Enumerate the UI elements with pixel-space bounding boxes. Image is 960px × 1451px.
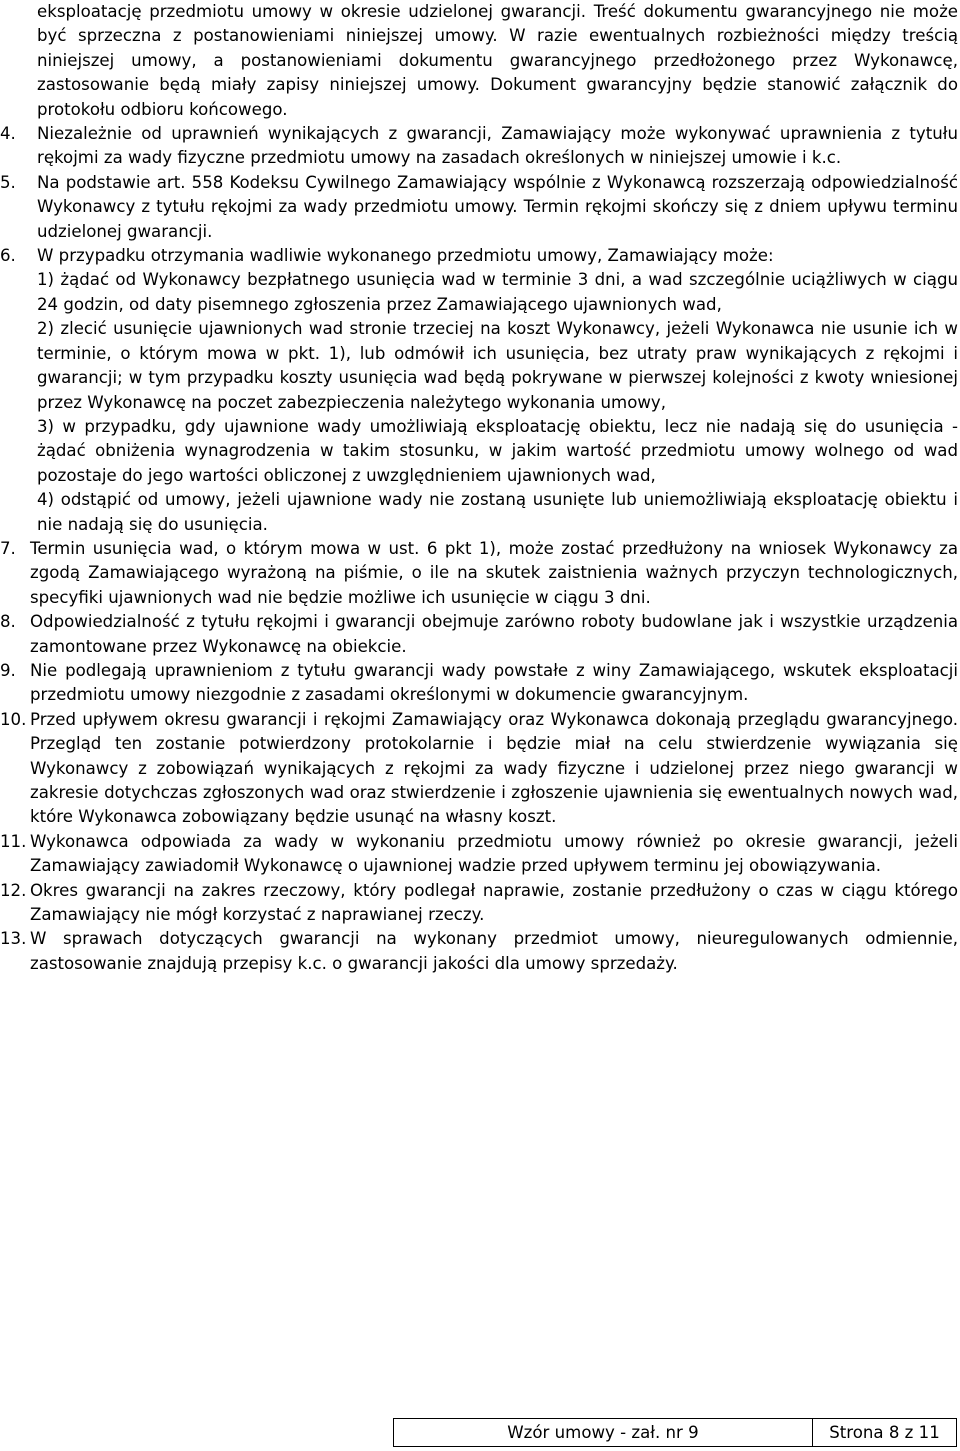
item-text: Okres gwarancji na zakres rzeczowy, który podlegał naprawie, zostanie przedłużony o czas w ciągu którego Zamawiający nie mógł korzystać z naprawianej rzeczy. (30, 880, 958, 925)
footer-document-title: Wzór umowy - zał. nr 9 (394, 1419, 813, 1446)
sub-item: 3) w przypadku, gdy ujawnione wady umożliwiają eksploatację obiektu, lecz nie nadają się do usunięcia - żądać obniżenia wynagrodzenia w takim stosunku, w jakim wartość przedmiotu umowy wolnego od wad pozostaje do jego wartości obliczonej z uwzględnieniem ujawnionych wad, (37, 416, 958, 485)
list-item (0, 171, 958, 244)
item-text: W sprawach dotyczących gwarancji na wykonany przedmiot umowy, nieuregulowanych odmiennie, zastosowanie znajdują przepisy k.c. o gwarancji jakości dla umowy sprzedaży. (30, 929, 958, 973)
item-text: W przypadku otrzymania wadliwie wykonanego przedmiotu umowy, Zamawiający może: (37, 246, 774, 266)
item-number: 11. (0, 831, 27, 851)
list-item (0, 537, 958, 610)
item-text: Przed upływem okresu gwarancji i rękojmi Zamawiający oraz Wykonawca dokonają przeglądu gwarancyjnego. Przegląd ten zostanie potwierdzony protokolarnie i będzie miał na celu stwierdzenie wywiązania się Wykonawcy z zobowiązań wynikających z rękojmi za wady fizyczne i udzielonej przez niego gwarancji w zakresie dotychczas zgłoszonych wad oraz stwierdzenie i zgłoszenie ujawnienia się ewentualnych nowych wad, które Wykonawca zobowiązany będzie usunąć na własny koszt. (30, 709, 958, 827)
list-item (0, 927, 958, 976)
item-text: Niezależnie od uprawnień wynikających z gwarancji, Zamawiający może wykonywać uprawnienia z tytułu rękojmi za wady fizyczne przedmiotu umowy na zasadach określonych w niniejszej umowie i k.c. (37, 124, 958, 168)
list-item (0, 659, 958, 708)
item-number: 6. (0, 246, 16, 266)
sub-item: 4) odstąpić od umowy, jeżeli ujawnione wady nie zostaną usunięte lub uniemożliwiają eksploatację obiektu i nie nadają się do usunięcia. (37, 490, 958, 534)
list-item (0, 122, 958, 171)
list-item (0, 708, 958, 830)
item-number: 10. (0, 709, 27, 729)
item-number: 4. (0, 124, 16, 144)
list-item (0, 244, 958, 268)
item-text: Nie podlegają uprawnieniom z tytułu gwarancji wady powstałe z winy Zamawiającego, wskutek eksploatacji przedmiotu umowy niezgodnie z zasadami określonymi w dokumencie gwarancyjnym. (30, 660, 958, 705)
intro-paragraph: eksploatację przedmiotu umowy w okresie udzielonej gwarancji. Treść dokumentu gwarancyjnego nie może być sprzeczna z postanowieniami niniejszej umowy. W razie ewentualnych rozbieżności między treścią niniejszej umowy, a postanowieniami dokumentu gwarancyjnego przedłożonego przez Wykonawcę, zastosowanie będą miały zapisy niniejszej umowy. Dokument gwarancyjny będzie stanowić załącznik do protokołu odbioru końcowego. (37, 2, 958, 119)
item-number: 12. (0, 880, 27, 900)
list-item (0, 830, 958, 879)
item-number: 7. (0, 538, 16, 558)
item-text: Odpowiedzialność z tytułu rękojmi i gwarancji obejmuje zarówno roboty budowlane jak i wszystkie urządzenia zamontowane przez Wykonawcę na obiekcie. (30, 612, 958, 656)
item-text: Wykonawca odpowiada za wady w wykonaniu przedmiotu umowy również po okresie gwarancji, jeżeli Zamawiający zawiadomił Wykonawcę o ujawnionej wadzie przed upływem terminu jej obowiązywania. (30, 831, 958, 876)
sub-item: 1) żądać od Wykonawcy bezpłatnego usunięcia wad w terminie 3 dni, a wad szczególnie uciążliwych w ciągu 24 godzin, od daty pisemnego zgłoszenia przez Zamawiającego ujawnionych wad, (37, 270, 958, 314)
item-text: Na podstawie art. 558 Kodeksu Cywilnego Zamawiający wspólnie z Wykonawcą rozszerzają odpowiedzialność Wykonawcy z tytułu rękojmi za wady przedmiotu umowy. Termin rękojmi skończy się z dniem upływu terminu udzielonej gwarancji. (37, 172, 958, 241)
sub-item: 2) zlecić usunięcie ujawnionych wad stronie trzeciej na koszt Wykonawcy, jeżeli Wykonawca nie usunie ich w terminie, o którym mowa w pkt. 1), lub odmówił ich usunięcia, bez utraty praw wynikających z rękojmi i gwarancji; w tym przypadku koszty usunięcia wad będą pokrywane w pierwszej kolejności z kwoty wniesionej przez Wykonawcę na poczet zabezpieczenia należytego wykonania umowy, (37, 319, 958, 412)
page-footer (393, 1418, 957, 1447)
list-item (0, 879, 958, 928)
footer-page-number: Strona 8 z 11 (829, 1423, 940, 1442)
list-item (0, 610, 958, 659)
item-number: 13. (0, 929, 27, 949)
item-number: 8. (0, 612, 16, 632)
item-number: 9. (0, 660, 16, 680)
item-text: Termin usunięcia wad, o którym mowa w ust. 6 pkt 1), może zostać przedłużony na wniosek Wykonawcy za zgodą Zamawiającego wyrażoną na piśmie, o ile na skutek zaistnienia ważnych przyczyn technologicznych, specyfiki ujawnionych wad nie będzie możliwe ich usunięcie w ciągu 3 dni. (30, 538, 958, 607)
item-number: 5. (0, 172, 16, 192)
